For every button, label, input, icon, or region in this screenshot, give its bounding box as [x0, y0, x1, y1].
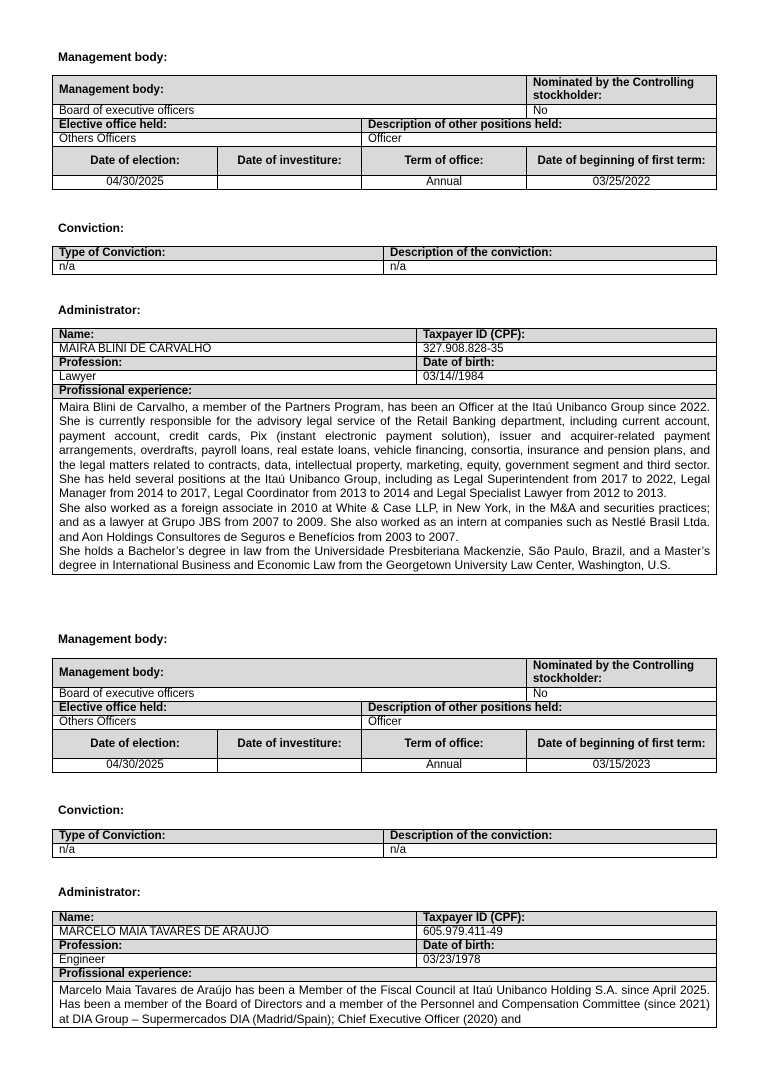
investiture-date-label: Date of investiture: — [218, 147, 362, 176]
name-value: MAIRA BLINI DE CARVALHO — [53, 343, 417, 357]
administrator-section-title: Administrator: — [58, 303, 141, 317]
first-term-date-label: Date of beginning of first term: — [527, 147, 717, 176]
experience-label: Profissional experience: — [53, 968, 717, 982]
management-body-label: Management body: — [53, 659, 527, 688]
profession-value: Engineer — [53, 954, 417, 968]
nominated-label: Nominated by the Controlling stockholder: — [527, 76, 717, 105]
birth-date-label: Date of birth: — [417, 940, 717, 954]
name-label: Name: — [53, 912, 417, 926]
other-positions-value: Officer — [362, 716, 717, 730]
other-positions-label: Description of other positions held: — [362, 119, 717, 133]
elective-office-label: Elective office held: — [53, 702, 362, 716]
management-body-section-title: Management body: — [58, 50, 168, 64]
other-positions-label: Description of other positions held: — [362, 702, 717, 716]
nominated-label: Nominated by the Controlling stockholder: — [527, 659, 717, 688]
term-of-office-value: Annual — [362, 759, 527, 773]
investiture-date-value — [218, 176, 362, 190]
nominated-value: No — [527, 105, 717, 119]
experience-paragraph: She also worked as a foreign associate in 2010 at White & Case LLP, in New York, in the M&A and securities practices; and as a lawyer at Grupo JBS from 2007 to 2009. She also worked as an intern at companies such as Nestlé Brasil Ltda. and Aon Holdings Consultores de Seguros e Benefícios from 2003 to 2007. — [59, 500, 710, 544]
conviction-description-label: Description of the conviction: — [384, 247, 717, 261]
management-body-table — [52, 658, 717, 773]
birth-date-value: 03/14//1984 — [417, 371, 717, 385]
experience-paragraph: Maira Blini de Carvalho, a member of the Partners Program, has been an Officer at the Itaú Unibanco Group since 2022. She is currently responsible for the advisory legal service of the Retail Banking department, including current account, payment account, credit cards, Pix (instant electronic payment solution), issuer and acquirer-related payment arrangements, overdrafts, payroll loans, real estate loans, vehicle financing, consortia, insurance and pension plans, and the legal matters related to contracts, data, intellectual property, marketing, equity, government segment and third sector. She has held several positions at the Itaú Unibanco Group, including as Legal Superintendent from 2017 to 2022, Legal Manager from 2014 to 2017, Legal Coordinator from 2013 to 2014 and Legal Specialist Lawyer from 2012 to 2013. — [59, 400, 710, 501]
conviction-description-label: Description of the conviction: — [384, 830, 717, 844]
taxpayer-id-value: 327.908.828-35 — [417, 343, 717, 357]
election-date-value: 04/30/2025 — [53, 759, 218, 773]
elective-office-label: Elective office held: — [53, 119, 362, 133]
conviction-table — [52, 246, 717, 275]
term-of-office-label: Term of office: — [362, 730, 527, 759]
management-body-value: Board of executive officers — [53, 688, 527, 702]
conviction-type-value: n/a — [53, 261, 384, 275]
term-of-office-label: Term of office: — [362, 147, 527, 176]
conviction-type-label: Type of Conviction: — [53, 247, 384, 261]
management-body-value: Board of executive officers — [53, 105, 527, 119]
management-body-label: Management body: — [53, 76, 527, 105]
name-value: MARCELO MAIA TAVARES DE ARAÚJO — [53, 926, 417, 940]
experience-paragraph: She holds a Bachelor’s degree in law from the Universidade Presbiteriana Mackenzie, São Paulo, Brazil, and a Master’s degree in International Business and Economic Law from the Georgetown University Law Center, Washington, U.S. — [59, 544, 710, 573]
nominated-value: No — [527, 688, 717, 702]
election-date-value: 04/30/2025 — [53, 176, 218, 190]
conviction-table — [52, 829, 717, 858]
conviction-type-value: n/a — [53, 844, 384, 858]
conviction-description-value: n/a — [384, 844, 717, 858]
profession-value: Lawyer — [53, 371, 417, 385]
experience-text — [53, 982, 717, 1028]
election-date-label: Date of election: — [53, 730, 218, 759]
conviction-type-label: Type of Conviction: — [53, 830, 384, 844]
taxpayer-id-label: Taxpayer ID (CPF): — [417, 329, 717, 343]
other-positions-value: Officer — [362, 133, 717, 147]
experience-text — [53, 399, 717, 575]
investiture-date-label: Date of investiture: — [218, 730, 362, 759]
taxpayer-id-value: 605.979.411-49 — [417, 926, 717, 940]
profession-label: Profession: — [53, 357, 417, 371]
investiture-date-value — [218, 759, 362, 773]
management-body-section-title: Management body: — [58, 632, 168, 646]
profession-label: Profession: — [53, 940, 417, 954]
name-label: Name: — [53, 329, 417, 343]
administrator-table — [52, 911, 717, 1028]
taxpayer-id-label: Taxpayer ID (CPF): — [417, 912, 717, 926]
first-term-date-value: 03/15/2023 — [527, 759, 717, 773]
management-body-table — [52, 75, 717, 190]
conviction-section-title: Conviction: — [58, 803, 124, 817]
experience-paragraph: Marcelo Maia Tavares de Araújo has been a Member of the Fiscal Council at Itaú Unibanco Holding S.A. since April 2025. Has been a member of the Board of Directors and a member of the Personnel and Compensation Committee (since 2021) at DIA Group – Supermercados DIA (Madrid/Spain); Chief Executive Officer (2020) and — [59, 983, 710, 1026]
administrator-section-title: Administrator: — [58, 885, 141, 899]
experience-label: Profissional experience: — [53, 385, 717, 399]
term-of-office-value: Annual — [362, 176, 527, 190]
conviction-section-title: Conviction: — [58, 221, 124, 235]
election-date-label: Date of election: — [53, 147, 218, 176]
birth-date-label: Date of birth: — [417, 357, 717, 371]
administrator-table — [52, 328, 717, 575]
first-term-date-value: 03/25/2022 — [527, 176, 717, 190]
birth-date-value: 03/23/1978 — [417, 954, 717, 968]
conviction-description-value: n/a — [384, 261, 717, 275]
elective-office-value: Others Officers — [53, 133, 362, 147]
elective-office-value: Others Officers — [53, 716, 362, 730]
first-term-date-label: Date of beginning of first term: — [527, 730, 717, 759]
